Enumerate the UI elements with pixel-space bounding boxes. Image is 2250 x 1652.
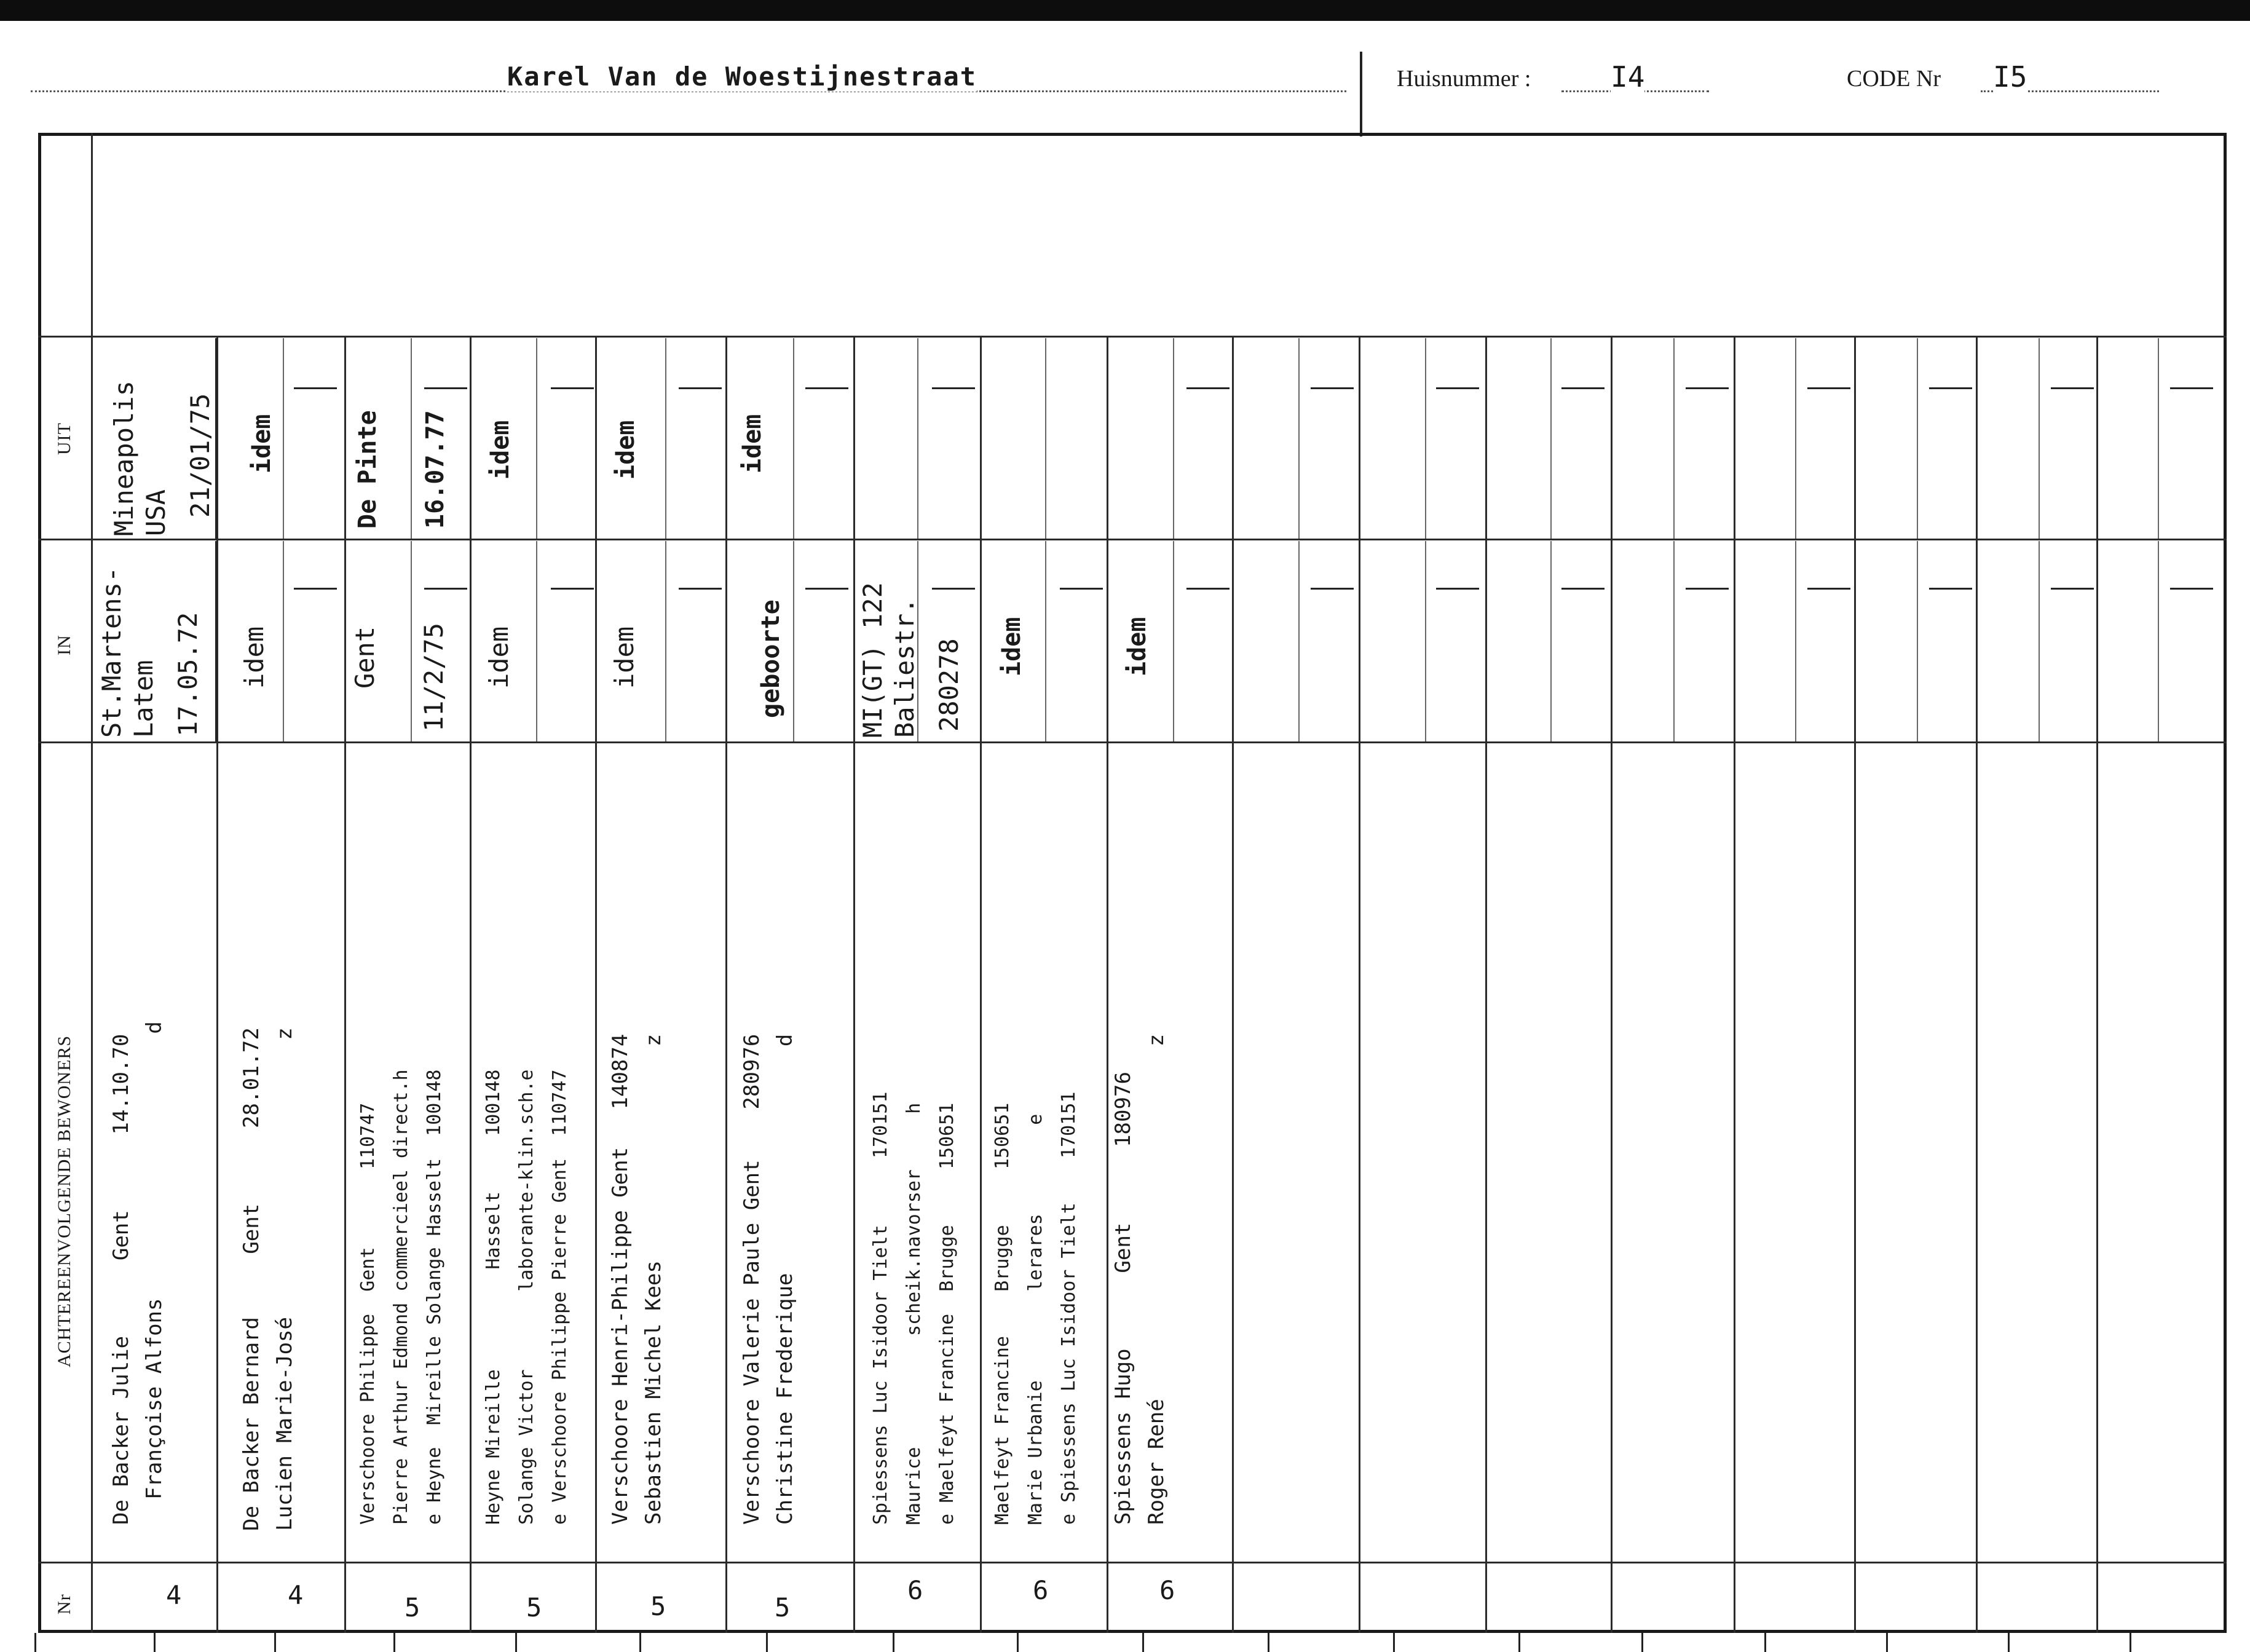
record-1-out-place: Mineapolis USA xyxy=(109,381,171,536)
column-line xyxy=(344,336,346,1633)
record-9-in: idem xyxy=(1123,617,1151,676)
column-line xyxy=(1976,336,1978,1633)
bottom-tick xyxy=(515,1633,517,1652)
in-section-label: IN xyxy=(54,634,74,655)
blank-dash xyxy=(1186,387,1230,389)
blank-dash xyxy=(551,588,594,590)
header-divider xyxy=(1360,52,1362,136)
blank-dash xyxy=(1929,588,1972,590)
blank-dash xyxy=(1060,588,1103,590)
bottom-tick xyxy=(1393,1633,1395,1652)
house-number-value: I4 xyxy=(1611,60,1645,93)
blank-dash xyxy=(1686,387,1729,389)
record-9-nr: 6 xyxy=(1159,1575,1175,1605)
record-3-out-date: 16.07.77 xyxy=(421,410,449,529)
blank-dash xyxy=(1436,588,1479,590)
record-1-in-place: St.Martens- Latem xyxy=(97,566,159,738)
record-4-nr: 5 xyxy=(526,1592,542,1622)
blank-dash xyxy=(805,387,848,389)
top-scan-edge xyxy=(0,0,2250,21)
record-2-residents: De Backer Bernard Gent 28.01.72 Lucien Marie-José z xyxy=(239,1027,297,1531)
blank-dash xyxy=(2170,588,2213,590)
blank-dash xyxy=(1186,588,1230,590)
record-3-nr: 5 xyxy=(405,1592,420,1622)
sub-column-line xyxy=(2039,338,2040,539)
blank-dash xyxy=(424,387,467,389)
nr-section-label: Nr xyxy=(54,1594,74,1614)
bottom-tick xyxy=(1764,1633,1766,1652)
sub-column-line xyxy=(1917,541,1918,741)
sub-column-line xyxy=(1673,541,1675,741)
sub-column-line xyxy=(1298,541,1300,741)
sub-column-line xyxy=(1673,338,1675,539)
bottom-tick xyxy=(1268,1633,1269,1652)
label-column-divider xyxy=(91,133,93,1633)
record-3-in-place: Gent xyxy=(350,626,380,689)
blank-dash xyxy=(1686,588,1729,590)
sub-column-line xyxy=(2039,541,2040,741)
bottom-tick xyxy=(393,1633,395,1652)
blank-dash xyxy=(1929,387,1972,389)
sub-column-line xyxy=(1425,541,1426,741)
sub-column-line xyxy=(536,338,537,539)
column-line xyxy=(1232,336,1234,1633)
blank-dash xyxy=(1311,387,1354,389)
sub-column-line xyxy=(1173,338,1174,539)
sub-column-line xyxy=(536,541,537,741)
bottom-tick xyxy=(639,1633,641,1652)
street-field xyxy=(31,60,1346,97)
sub-column-line xyxy=(2158,338,2159,539)
record-1-nr: 4 xyxy=(166,1580,182,1610)
blank-dash xyxy=(1561,588,1605,590)
sub-column-line xyxy=(1795,338,1796,539)
blank-dash xyxy=(424,588,467,590)
code-field xyxy=(1981,60,2159,97)
record-7-nr: 6 xyxy=(907,1575,923,1605)
column-line xyxy=(470,336,472,1633)
record-3-out-place: De Pinte xyxy=(353,410,382,529)
record-6-out: idem xyxy=(738,414,767,473)
residents-nr-divider xyxy=(38,1562,2227,1563)
column-line xyxy=(1734,336,1735,1633)
sub-column-line xyxy=(1425,338,1426,539)
blank-dash xyxy=(1311,588,1354,590)
bottom-tick xyxy=(2130,1633,2131,1652)
column-line xyxy=(1611,336,1612,1633)
sub-column-line xyxy=(1917,338,1918,539)
record-9-residents: Spiessens Hugo Gent 180976 Roger René z xyxy=(1111,1033,1169,1525)
column-line xyxy=(1854,336,1856,1633)
record-2-out: idem xyxy=(248,414,276,473)
residents-section-label: ACHTEREENVOLGENDE BEWONERS xyxy=(54,1035,74,1367)
sub-column-line xyxy=(1173,541,1174,741)
record-8-in: idem xyxy=(998,617,1026,676)
column-line xyxy=(725,336,727,1633)
bottom-tick xyxy=(274,1633,276,1652)
record-5-nr: 5 xyxy=(650,1591,666,1621)
record-5-residents: Verschoore Henri-Philippe Gent 140874 Sebastien Michel Kees z xyxy=(608,1033,666,1525)
street-name: Karel Van de Woestijnestraat xyxy=(507,61,977,92)
sub-column-line xyxy=(665,541,666,741)
sub-column-line xyxy=(1298,338,1300,539)
record-4-in: idem xyxy=(484,626,514,689)
in-residents-divider xyxy=(38,741,2227,743)
record-1-in-date: 17.05.72 xyxy=(173,612,203,737)
column-line xyxy=(1359,336,1360,1633)
record-4-residents: Heyne Mireille Hasselt 100148 Solange Victor laborante-klin.sch.e e Verschoore Philippe Pierre Gent 110747 xyxy=(483,1069,570,1525)
blank-dash xyxy=(1436,387,1479,389)
blank-dash xyxy=(294,387,337,389)
code-value: I5 xyxy=(1993,60,2027,93)
record-1-out-date: 21/01/75 xyxy=(185,393,215,518)
record-4-out: idem xyxy=(486,420,515,480)
code-label: CODE Nr xyxy=(1847,66,1941,92)
house-number-label: Huisnummer : xyxy=(1397,66,1531,92)
bottom-tick xyxy=(1017,1633,1019,1652)
record-7-in-place: MI(GT) 122 Baliestr. xyxy=(858,582,920,738)
bottom-tick xyxy=(1142,1633,1144,1652)
sub-column-line xyxy=(1045,338,1046,539)
blank-dash xyxy=(1561,387,1605,389)
column-line xyxy=(853,336,855,1633)
blank-dash xyxy=(294,588,337,590)
bottom-tick xyxy=(2008,1633,2010,1652)
house-number-field xyxy=(1561,60,1709,97)
record-3-residents: Verschoore Philippe Gent 110747 Pierre Arthur Edmond commercieel direct.h e Heyne Mireille Solange Hasselt 100148 xyxy=(357,1069,445,1525)
sub-column-line xyxy=(917,338,918,539)
record-8-nr: 6 xyxy=(1033,1575,1049,1605)
record-5-in: idem xyxy=(609,626,639,689)
out-in-divider xyxy=(38,539,2227,540)
blank-dash xyxy=(551,387,594,389)
record-3-in-date: 11/2/75 xyxy=(419,622,449,732)
out-section-label: UIT xyxy=(54,422,74,455)
sub-column-line xyxy=(2158,541,2159,741)
record-8-residents: Maelfeyt Francine Brugge 150651 Marie Urbanie lerares e e Spiessens Luc Isidoor Tielt 170151 xyxy=(992,1091,1080,1525)
column-line xyxy=(1485,336,1487,1633)
blank-dash xyxy=(2170,387,2213,389)
bottom-tick xyxy=(34,1633,36,1652)
record-2-in: idem xyxy=(239,626,269,689)
blank-dash xyxy=(679,387,722,389)
sub-column-line xyxy=(1550,338,1552,539)
blank-dash xyxy=(1807,588,1850,590)
record-1-residents: De Backer Julie Gent 14.10.70 Françoise Alfons d xyxy=(109,1021,167,1525)
bottom-tick xyxy=(1518,1633,1520,1652)
bottom-tick xyxy=(1641,1633,1643,1652)
sub-column-line xyxy=(283,541,284,741)
sub-column-line xyxy=(1045,541,1046,741)
record-7-residents: Spiessens Luc Isidoor Tielt 170151 Maurice scheik.navorser h e Maelfeyt Francine Brugge 150651 xyxy=(870,1091,958,1525)
blank-dash xyxy=(932,588,975,590)
sub-column-line xyxy=(1550,541,1552,741)
record-2-nr: 4 xyxy=(288,1580,304,1610)
bottom-tick xyxy=(893,1633,894,1652)
column-line xyxy=(980,336,982,1633)
blank-dash xyxy=(805,588,848,590)
sub-column-line xyxy=(793,338,794,539)
record-6-in: geboorte xyxy=(757,599,785,718)
blank-dash xyxy=(2051,387,2094,389)
sub-column-line xyxy=(1795,541,1796,741)
sub-column-line xyxy=(411,338,412,539)
blank-dash xyxy=(932,387,975,389)
bottom-tick xyxy=(1886,1633,1888,1652)
bottom-tick xyxy=(766,1633,768,1652)
blank-section-divider xyxy=(38,336,2227,338)
sub-column-line xyxy=(283,338,284,539)
blank-dash xyxy=(679,588,722,590)
blank-dash xyxy=(2051,588,2094,590)
column-line xyxy=(2096,336,2098,1633)
record-6-nr: 5 xyxy=(775,1592,791,1622)
sub-column-line xyxy=(665,338,666,539)
bottom-tick xyxy=(154,1633,156,1652)
blank-dash xyxy=(1807,387,1850,389)
record-5-out: idem xyxy=(612,420,640,480)
sub-column-line xyxy=(411,541,412,741)
column-line xyxy=(595,336,597,1633)
sub-column-line xyxy=(793,541,794,741)
record-7-in-date: 280278 xyxy=(934,638,964,732)
record-6-residents: Verschoore Valerie Paule Gent 280976 Christine Frederique d xyxy=(740,1033,797,1525)
